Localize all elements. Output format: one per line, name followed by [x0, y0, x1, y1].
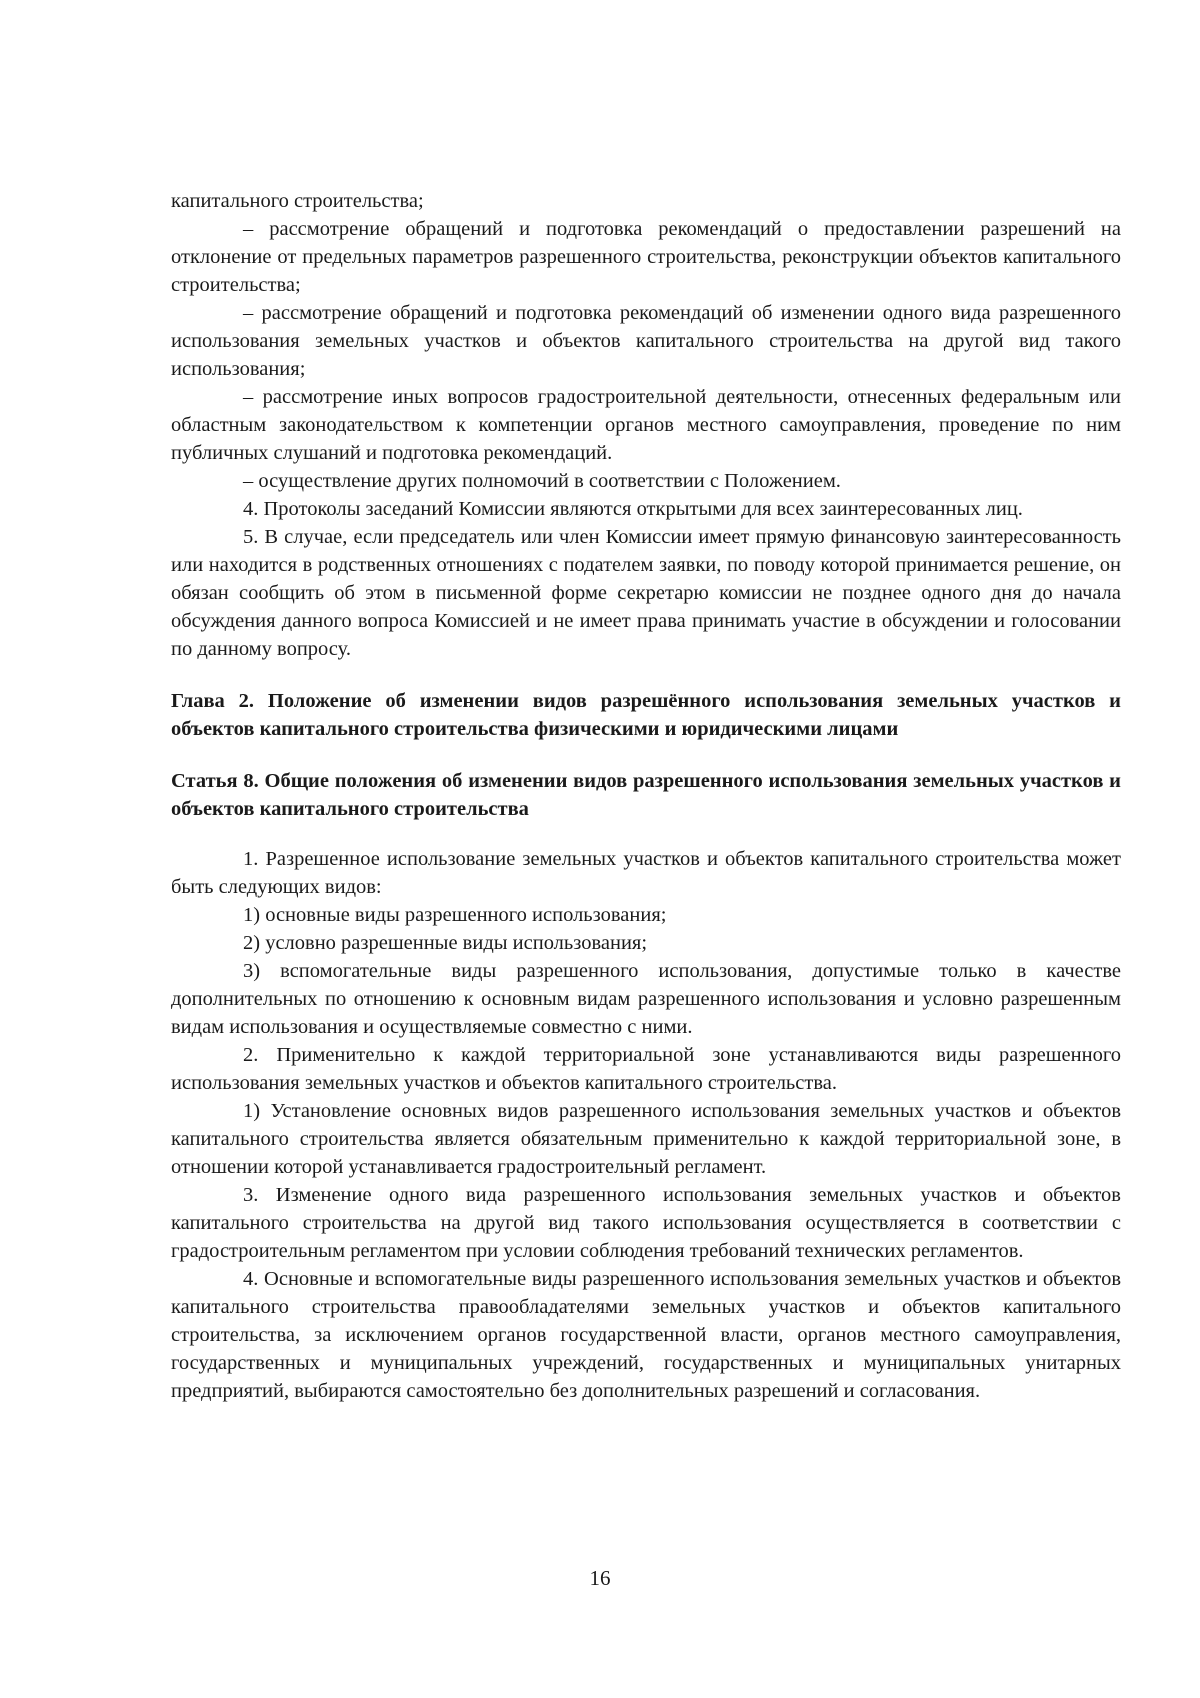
- article-paragraph: 1) Установление основных видов разрешенного использования земельных участков и объектов капитального строительства является обязательным применительно к каждой территориальной зоне, в отношении которой устанавливается градостроительный регламент.: [171, 1100, 1121, 1178]
- list-item: – рассмотрение иных вопросов градостроительной деятельности, отнесенных федеральным или областным законодательством к компетенции органов местного самоуправления, проведение по ним публичных слушаний и подготовка рекомендаций.: [171, 386, 1121, 464]
- document-page: [171, 187, 1121, 1405]
- article-heading: Статья 8. Общие положения об изменении видов разрешенного использования земельных участков и объектов капитального строительства: [171, 770, 1121, 820]
- article-paragraph: 1) основные виды разрешенного использования;: [243, 904, 667, 926]
- chapter-heading: Глава 2. Положение об изменении видов разрешённого использования земельных участков и объектов капитального строительства физическими и юридическими лицами: [171, 690, 1121, 740]
- point-4-paragraph: 4. Протоколы заседаний Комиссии являются открытыми для всех заинтересованных лиц.: [243, 498, 1023, 520]
- list-item: – осуществление других полномочий в соответствии с Положением.: [243, 470, 841, 492]
- article-paragraph: 1. Разрешенное использование земельных участков и объектов капитального строительства может быть следующих видов:: [171, 848, 1121, 898]
- article-paragraph: 2. Применительно к каждой территориальной зоне устанавливаются виды разрешенного использования земельных участков и объектов капитального строительства.: [171, 1044, 1121, 1094]
- article-paragraph: 2) условно разрешенные виды использования;: [243, 932, 648, 954]
- page-number: 16: [589, 1566, 611, 1590]
- article-paragraph: 3. Изменение одного вида разрешенного использования земельных участков и объектов капитального строительства на другой вид такого использования осуществляется в соответствии с градостроительным регламентом при условии соблюдения требований технических регламентов.: [171, 1184, 1121, 1262]
- point-5-paragraph: 5. В случае, если председатель или член Комиссии имеет прямую финансовую заинтересованность или находится в родственных отношениях с подателем заявки, по поводу которой принимается решение, он обязан сообщить об этом в письменной форме секретарю комиссии не позднее одного дня до начала обсуждения данного вопроса Комиссией и не имеет права принимать участие в обсуждении и голосовании по данному вопросу.: [171, 526, 1121, 660]
- list-item: – рассмотрение обращений и подготовка рекомендаций об изменении одного вида разрешенного использования земельных участков и объектов капитального строительства на другой вид такого использования;: [171, 302, 1121, 380]
- continuation-text: капитального строительства;: [171, 190, 424, 212]
- article-paragraph: 4. Основные и вспомогательные виды разрешенного использования земельных участков и объектов капитального строительства правообладателями земельных участков и объектов капитального строительства, за исключением органов государственной власти, органов местного самоуправления, государственных и муниципальных учреждений, государственных и муниципальных унитарных предприятий, выбираются самостоятельно без дополнительных разрешений и согласования.: [171, 1268, 1121, 1402]
- article-paragraph: 3) вспомогательные виды разрешенного использования, допустимые только в качестве дополнительных по отношению к основным видам разрешенного использования и условно разрешенным видам использования и осуществляемые совместно с ними.: [171, 960, 1121, 1038]
- list-item: – рассмотрение обращений и подготовка рекомендаций о предоставлении разрешений на отклонение от предельных параметров разрешенного строительства, реконструкции объектов капитального строительства;: [171, 218, 1121, 296]
